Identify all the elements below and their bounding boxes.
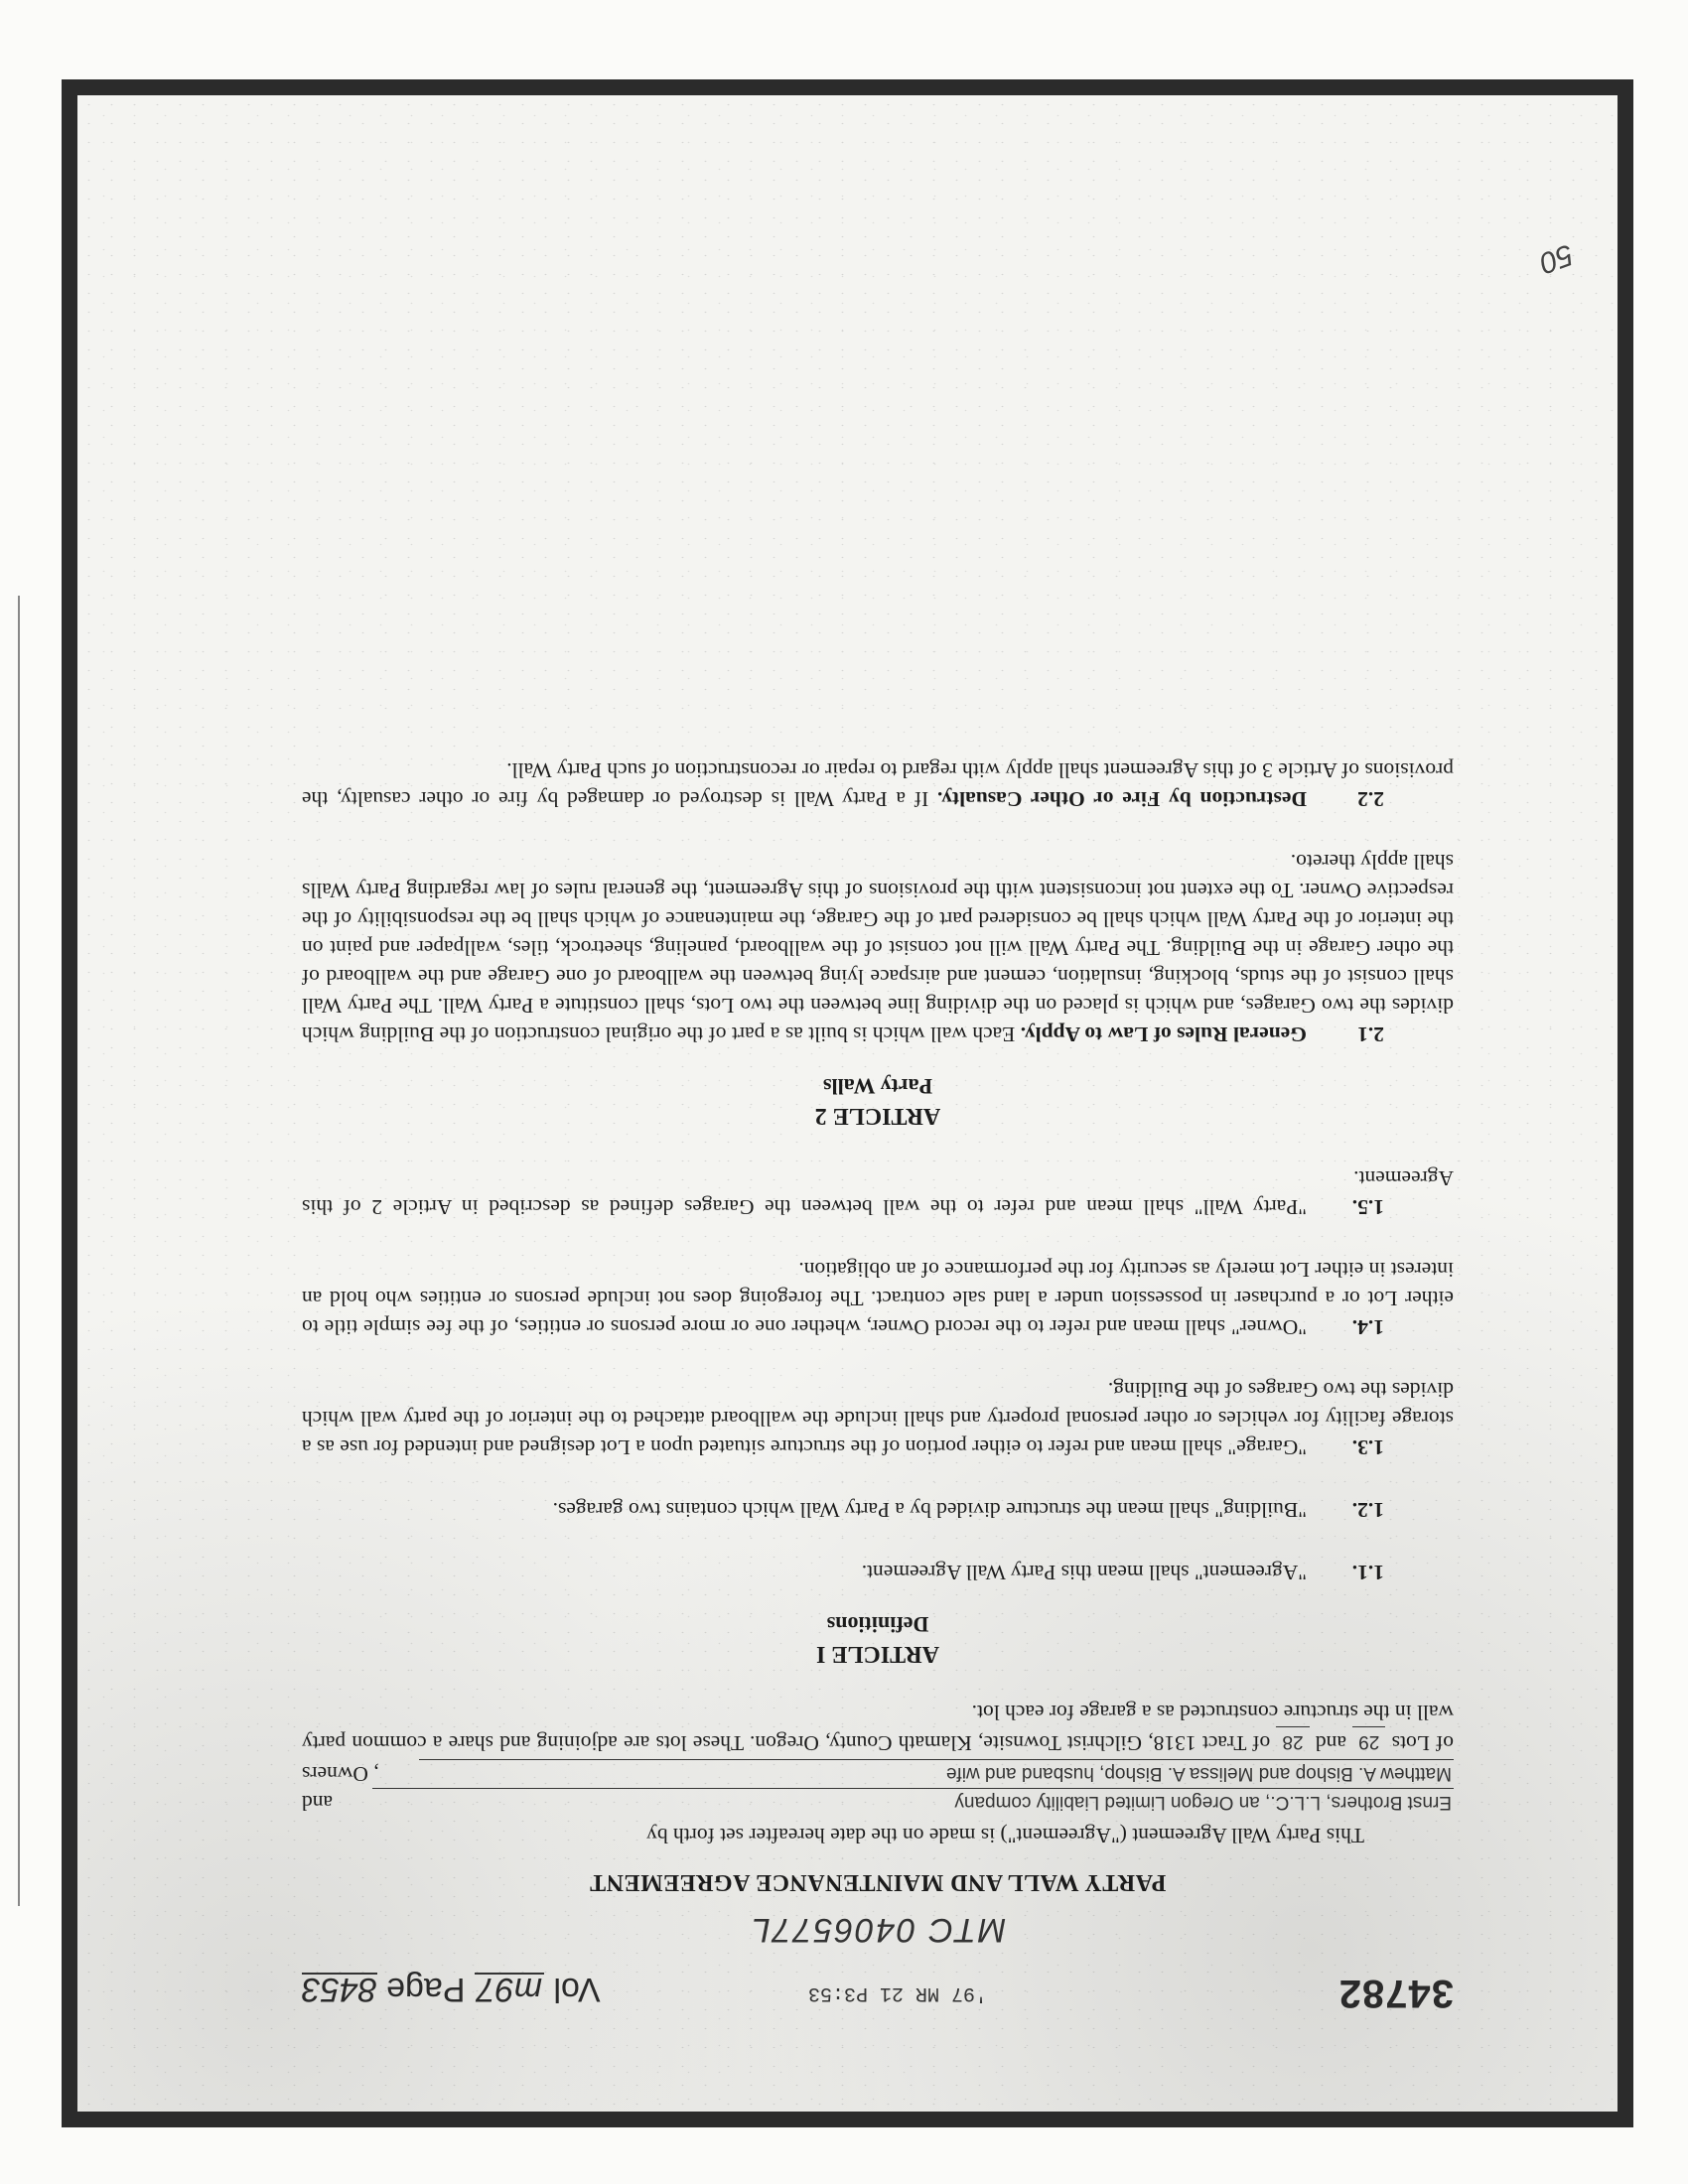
section-text: Each wall which is built as a part of the original construction of the Building which divides the two Garages, and which is placed on the dividing line between the two Lots, shall constitute a Party Wall. The Party Wall shall consist of the studs, blocking, insulation, cement and airspace lying between the wallboard of one Garage and the wallboard of the other Garage in the Building. The Party Wall will not consist of the wallboard, paneling, sheetrock, tiles, wallpaper and paint on the interior of the Party Wall which shall be considered part of the Garage, the maintenance of which shall be the responsibility of the respective Owner. To the extent not inconsistent with the provisions of this Agreement, the general rules of law regarding Party Walls shall apply thereto. xyxy=(302,850,1454,1046)
section-text: "Garage" shall mean and refer to either portion of the structure situated upon a Lot designed and intended for use as a storage facility for vehicles or other personal property and shall include the wallboard attached to the interior of the party wall which divides the two Garages of the Building. xyxy=(302,1378,1454,1459)
lots-and: and xyxy=(1315,1731,1346,1755)
article2-subheading: Party Walls xyxy=(822,1074,933,1099)
section-number: 2.2 xyxy=(1357,787,1384,811)
section-number: 1.3. xyxy=(1351,1435,1384,1459)
section-1-2 xyxy=(302,1495,1454,1524)
section-title: General Rules of Law to Apply. xyxy=(1020,1023,1307,1046)
tract-text: of Tract 1318, Gilchrist Townsite, Klamath County, Oregon. These lots are adjoining and share a common party wall in the structure constructed as a garage for each lot. xyxy=(301,1701,1454,1755)
document-page-rotated xyxy=(77,95,1618,2112)
section-1-5 xyxy=(302,1163,1454,1221)
section-number: 1.4. xyxy=(1351,1315,1384,1339)
section-1-3 xyxy=(302,1375,1454,1461)
article1-heading: ARTICLE I xyxy=(816,1641,939,1667)
section-number: 1.5. xyxy=(1351,1195,1384,1219)
scan-edge-line xyxy=(18,596,20,1906)
recording-stamp: '97 MR 21 P3:53 xyxy=(807,1981,987,2004)
page-value: 8453 xyxy=(302,1971,377,2008)
section-title: Destruction by Fire or Other Casualty. xyxy=(937,787,1307,811)
article2-heading: ARTICLE 2 xyxy=(814,1103,941,1129)
party2-field: Matthew A. Bishop and Melissa A. Bishop, husband and wife xyxy=(419,1759,1454,1786)
page-label: Page xyxy=(386,1971,466,2008)
party1-field: Ernst Brothers, L.L.C., an Oregon Limited Liability company xyxy=(372,1788,1454,1815)
party1-row xyxy=(302,1788,1454,1817)
article1-subheading: Definitions xyxy=(826,1612,929,1637)
section-number: 1.2. xyxy=(1351,1498,1384,1522)
recording-header xyxy=(302,1948,1454,2015)
owners-text: , Owners xyxy=(302,1762,379,1786)
section-number: 2.1 xyxy=(1357,1023,1384,1046)
vol-value: m97 xyxy=(476,1971,543,2008)
party-and: and xyxy=(302,1791,334,1815)
handwritten-page-mark: 50 xyxy=(1535,237,1578,280)
intro-paragraph xyxy=(302,1821,1454,1849)
document-title: PARTY WALL AND MAINTENANCE AGREEMENT xyxy=(589,1869,1167,1895)
photocopy-frame xyxy=(62,79,1633,2127)
section-2-1 xyxy=(302,847,1454,1048)
section-text: "Agreement" shall mean this Party Wall Agreement. xyxy=(861,1561,1307,1584)
document-number: 34782 xyxy=(1337,1972,1454,2015)
lot1-field: 29 xyxy=(1352,1726,1385,1756)
section-2-2 xyxy=(302,755,1454,813)
intro-lead: This Party Wall Agreement ("Agreement") is made on the date hereafter set forth by xyxy=(646,1824,1364,1847)
document-content xyxy=(301,722,1454,2015)
section-text: If a Party Wall is destroyed or damaged by fire or other casualty, the provisions of Article 3 of this Agreement shall apply with regard to repair or reconstruction of such Party Wall. xyxy=(302,758,1454,811)
vol-label: Vol xyxy=(553,1971,601,2008)
section-text: "Owner" shall mean and refer to the record Owner, whether one or more persons or entities, of the fee simple title to either Lot or a purchaser in possession under a land sale contract. The foregoing does not include persons or entities who hold an interest in either Lot merely as security for the performance of an obligation. xyxy=(302,1258,1454,1339)
of-lots-label: of Lots xyxy=(1391,1731,1454,1755)
section-text: "Building" shall mean the structure divided by a Party Wall which contains two garages. xyxy=(552,1498,1307,1522)
section-1-1 xyxy=(302,1558,1454,1586)
section-number: 1.1. xyxy=(1351,1561,1384,1584)
party2-row xyxy=(302,1759,1454,1788)
volume-page-reference xyxy=(302,1971,601,2008)
mtc-number: MTC 0406577L xyxy=(749,1911,1007,1949)
section-text: "Party Wall" shall mean and refer to the wall between the Garages defined as described in Article 2 of this Agreement. xyxy=(302,1166,1454,1219)
lot2-field: 28 xyxy=(1276,1726,1309,1756)
section-1-4 xyxy=(302,1255,1454,1341)
lots-paragraph xyxy=(302,1698,1454,1757)
